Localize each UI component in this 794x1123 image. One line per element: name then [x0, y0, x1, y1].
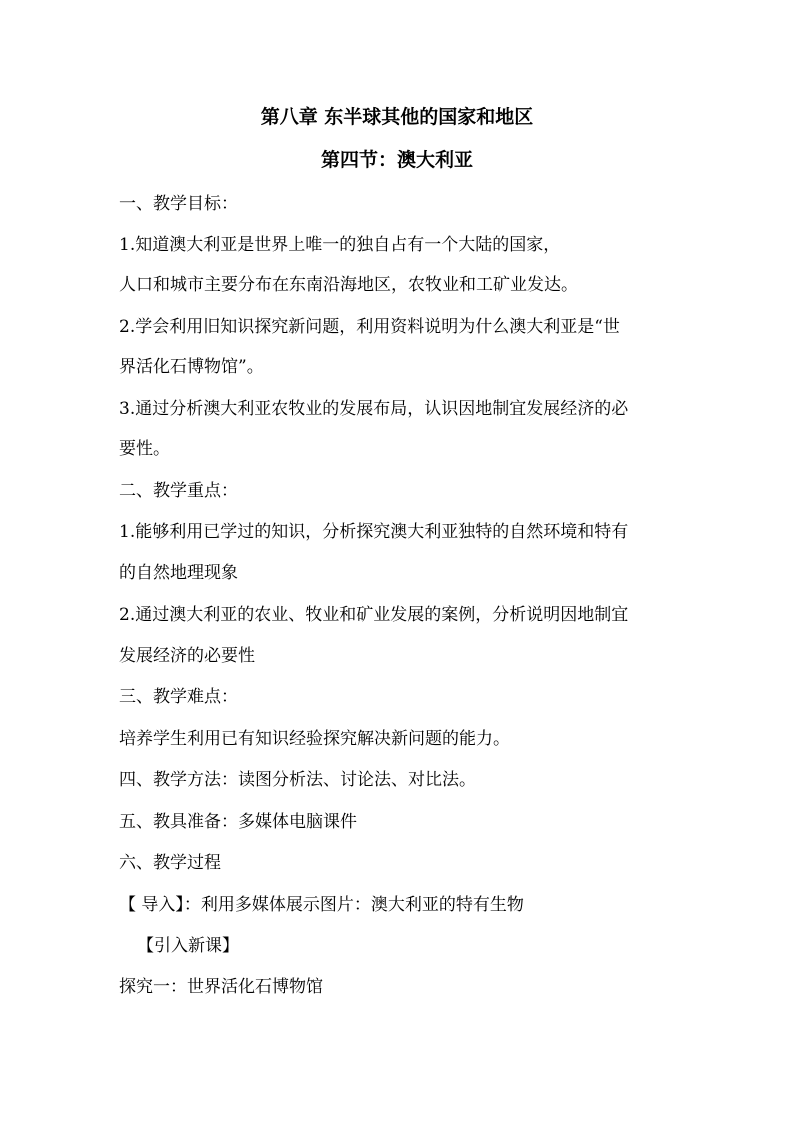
inquiry-one: 探究一：世界活化石博物馆 [119, 977, 323, 997]
focus-2-line-2: 发展经济的必要性 [119, 646, 255, 666]
focus-1-line-1: 1.能够利用已学过的知识，分析探究澳大利亚独特的自然环境和特有 [119, 522, 629, 542]
teaching-aids: 五、教具准备：多媒体电脑课件 [119, 812, 357, 832]
objective-2-line-2: 界活化石博物馆”。 [119, 357, 264, 377]
objective-1-line-2: 人口和城市主要分布在东南沿海地区，农牧业和工矿业发达。 [119, 275, 578, 295]
heading-teaching-process: 六、教学过程 [119, 853, 221, 873]
focus-2-line-1: 2.通过澳大利亚的农业、牧业和矿业发展的案例，分析说明因地制宜 [119, 605, 629, 625]
heading-teaching-difficulty: 三、教学难点： [119, 687, 238, 707]
focus-1-line-2: 的自然地理现象 [119, 563, 238, 583]
objective-2-line-1: 2.学会利用旧知识探究新问题，利用资料说明为什么澳大利亚是“世 [119, 317, 620, 337]
heading-teaching-focus: 二、教学重点： [119, 481, 238, 501]
objective-1-line-1: 1.知道澳大利亚是世界上唯一的独自占有一个大陆的国家， [119, 235, 561, 255]
new-lesson-heading: 【引入新课】 [137, 936, 239, 956]
objective-3-line-2: 要性。 [119, 439, 170, 459]
section-title: 第四节：澳大利亚 [320, 149, 473, 171]
objective-3-line-1: 3.通过分析澳大利亚农牧业的发展布局，认识因地制宜发展经济的必 [119, 399, 629, 419]
heading-teaching-objectives: 一、教学目标： [119, 194, 238, 214]
introduction-line: 【 导入】：利用多媒体展示图片：澳大利亚的特有生物 [119, 895, 524, 915]
teaching-methods: 四、教学方法：读图分析法、讨论法、对比法。 [119, 770, 476, 790]
difficulty-text: 培养学生利用已有知识经验探究解决新问题的能力。 [119, 729, 510, 749]
chapter-title: 第八章 东半球其他的国家和地区 [260, 106, 534, 128]
